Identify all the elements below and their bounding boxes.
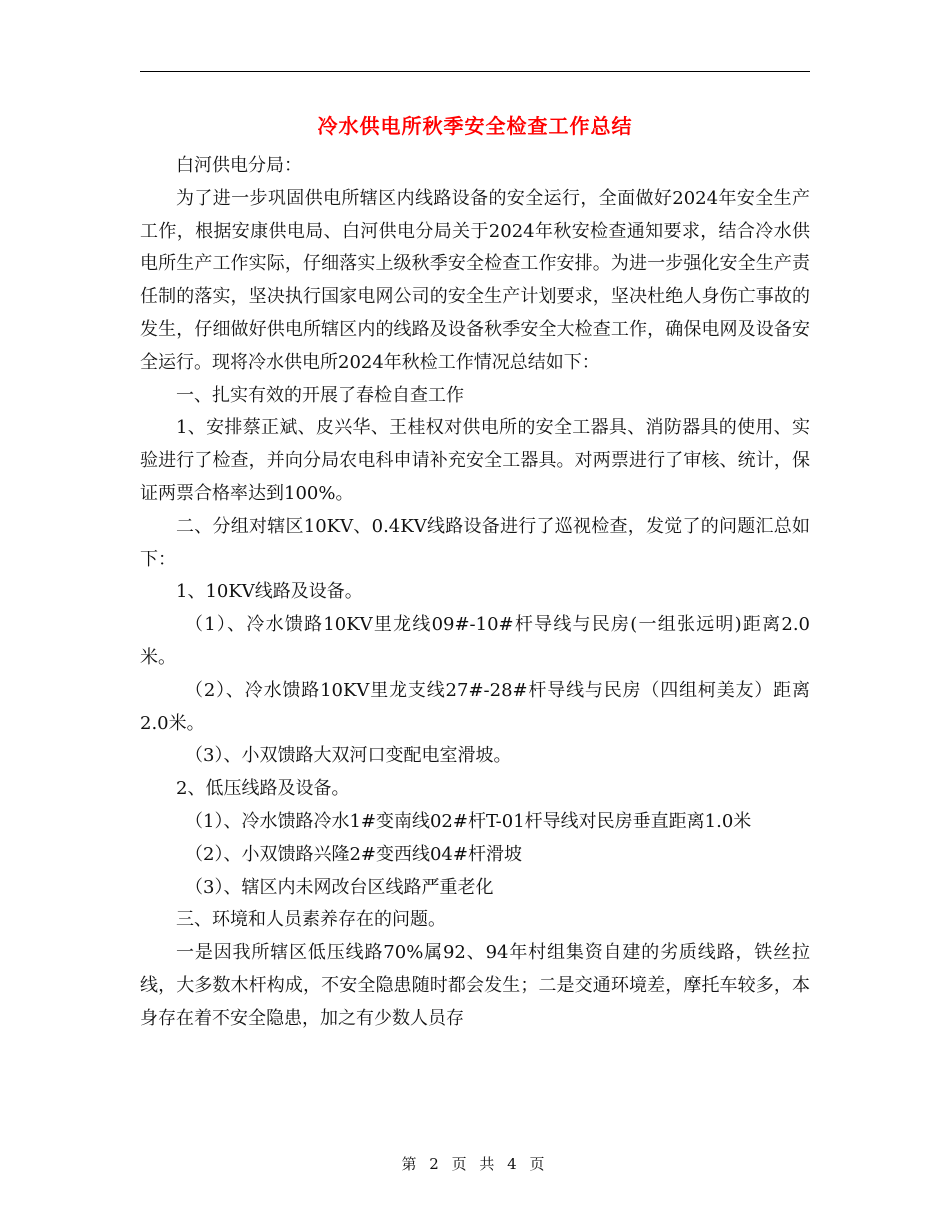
list-item: （2）、小双馈路兴隆2#变西线04#杆滑坡 <box>185 843 522 865</box>
document-title: 冷水供电所秋季安全检查工作总结 <box>317 114 633 138</box>
list-item: （1）、冷水馈路冷水1#变南线02#杆T-01杆导线对民房垂直距离1.0米 <box>185 810 752 832</box>
subsection-low-voltage: 2、低压线路及设备。 <box>176 778 350 800</box>
list-item: （3）、小双馈路大双河口变配电室滑坡。 <box>185 745 512 767</box>
header-rule <box>140 71 810 72</box>
document-body <box>140 150 810 1036</box>
salutation: 白河供电分局： <box>176 155 302 176</box>
subsection-10kv: 1、10KV线路及设备。 <box>176 581 363 603</box>
section-1-item-1: 1、安排蔡正斌、皮兴华、王桂权对供电所的安全工器具、消防器具的使用、实验进行了检查，并向分局农电科申请补充安全工器具。对两票进行了审核、统计，保证两票合格率达到100%。 <box>140 417 810 504</box>
list-item: （1）、冷水馈路10KV里龙线09#-10#杆导线与民房(一组张远明)距离2.0米。 <box>140 614 810 668</box>
section-3-paragraph: 一是因我所辖区低压线路70%属92、94年村组集资自建的劣质线路，铁丝拉线，大多数木杆构成，不安全隐患随时都会发生；二是交通环境差，摩托车较多，本身存在着不安全隐患，加之有少数人员存 <box>140 942 810 1029</box>
section-heading-1: 一、扎实有效的开展了春检自查工作 <box>176 384 464 406</box>
intro-paragraph: 为了进一步巩固供电所辖区内线路设备的安全运行，全面做好2024年安全生产工作，根据安康供电局、白河供电分局关于2024年秋安检查通知要求，结合冷水供电所生产工作实际，仔细落实上级秋季安全检查工作安排。为进一步强化安全生产责任制的落实，坚决执行国家电网公司的安全生产计划要求，坚决杜绝人身伤亡事故的发生，仔细做好供电所辖区内的线路及设备秋季安全大检查工作，确保电网及设备安全运行。现将冷水供电所2024年秋检工作情况总结如下： <box>140 187 810 373</box>
list-item: （3）、辖区内未网改台区线路严重老化 <box>185 876 494 898</box>
list-item: （2）、冷水馈路10KV里龙支线27#-28#杆导线与民房（四组柯美友）距离2.0米。 <box>140 679 810 734</box>
page-number: 第 2 页 共 4 页 <box>401 1155 549 1173</box>
section-heading-3: 三、环境和人员素养存在的问题。 <box>176 909 446 931</box>
section-heading-2: 二、分组对辖区10KV、0.4KV线路设备进行了巡视检查，发觉了的问题汇总如下： <box>140 515 810 570</box>
